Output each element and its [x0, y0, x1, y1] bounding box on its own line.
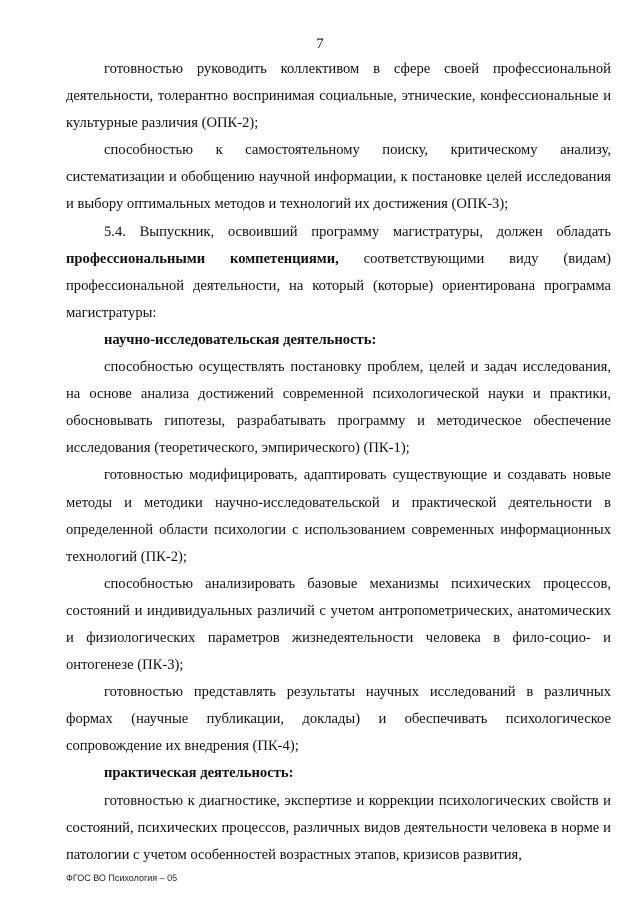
paragraph-section-5-4: [66, 219, 611, 327]
paragraph-pk-1: способностью осуществлять постановку проблем, целей и задач исследования, на основе анализа достижений современной психологической науки и практики, обосновывать гипотезы, разрабатывать программу и методическое обеспечение исследования (теоретического, эмпирического) (ПК-1);: [66, 359, 611, 457]
paragraph-opk-2: готовностью руководить коллективом в сфере своей профессиональной деятельности, толерантно воспринимая социальные, этнические, конфессиональные и культурные различия (ОПК-2);: [66, 61, 611, 132]
page-number: 7: [316, 36, 324, 52]
paragraph-practical-1: готовностью к диагностике, экспертизе и коррекции психологических свойств и состояний, психических процессов, различных видов деятельности человека в норме и патологии с учетом особенностей возрастных этапов, кризисов развития,: [66, 792, 611, 863]
section-5-4-intro: 5.4. Выпускник, освоивший программу магистратуры, должен обладать: [104, 223, 611, 240]
section-5-4-rest: соответствующими виду (видам) профессиональной деятельности, на который (которые) ориентирована программа магистратуры:: [66, 250, 611, 321]
paragraph-pk-3: способностью анализировать базовые механизмы психических процессов, состояний и индивидуальных различий с учетом антропометрических, анатомических и физиологических параметров жизнедеятельности человека в фило-социо- и онтогенезе (ПК-3);: [66, 575, 611, 674]
section-5-4-bold-term: профессиональными компетенциями,: [66, 250, 339, 267]
paragraph-pk-2: готовностью модифицировать, адаптировать существующие и создавать новые методы и методики научно-исследовательской и практической деятельности в определенной области психологии с использованием современных информационных технологий (ПК-2);: [66, 467, 611, 565]
footer-text: ФГОС ВО Психология – 05: [66, 873, 178, 883]
paragraph-opk-3: способностью к самостоятельному поиску, критическому анализу, систематизации и обобщению научной информации, к постановке целей исследования и выбору оптимальных методов и технологий их достижения (ОПК-3);: [66, 142, 611, 213]
paragraph-pk-4: готовностью представлять результаты научных исследований в различных формах (научные публикации, доклады) и обеспечивать психологическое сопровождение их внедрения (ПК-4);: [66, 684, 611, 755]
heading-practical-activity: практическая деятельность:: [104, 765, 294, 782]
page-content: [66, 56, 611, 869]
heading-research-activity: научно-исследовательская деятельность:: [104, 331, 377, 348]
